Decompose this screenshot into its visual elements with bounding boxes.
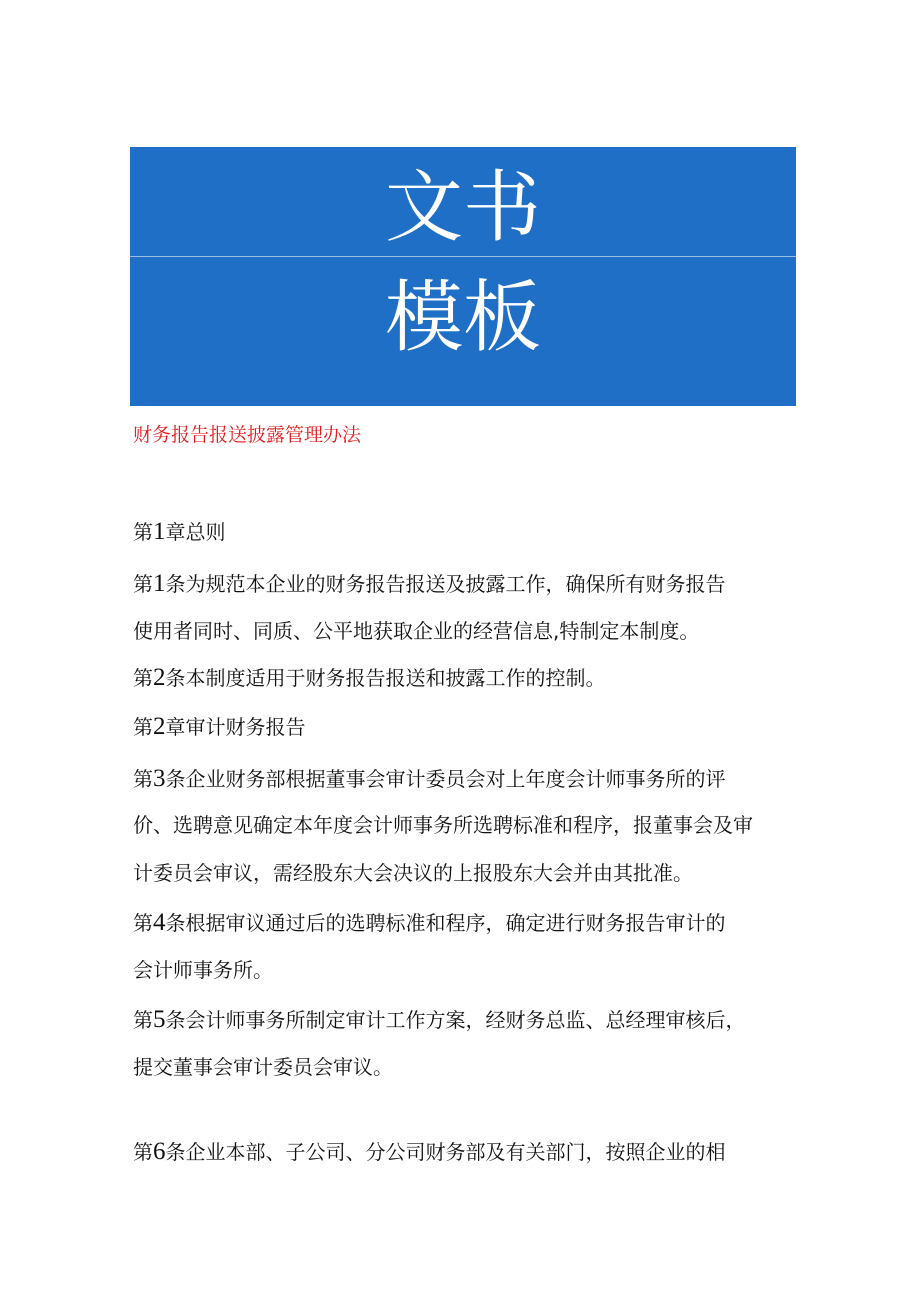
- body-line: 计委员会审议，需经股东大会决议的上报股东大会并由其批准。: [133, 861, 693, 885]
- body-line: 会计师事务所。: [133, 958, 273, 982]
- body-line: 使用者同时、同质、公平地获取企业的经营信息,特制定本制度。: [133, 619, 700, 643]
- cover-banner: [130, 147, 796, 406]
- body-line: 第1条为规范本企业的财务报告报送及披露工作，确保所有财务报告: [133, 570, 726, 597]
- banner-title-line1: 文书: [384, 163, 541, 253]
- banner-title-line2: 模板: [384, 273, 541, 363]
- body-line: 第6条企业本部、子公司、分公司财务部及有关部门，按照企业的相: [133, 1138, 726, 1165]
- body-line: 第1章总则: [133, 518, 226, 545]
- banner-divider: [130, 256, 796, 257]
- body-line: 第5条会计师事务所制定审计工作方案，经财务总监、总经理审核后，: [133, 1006, 746, 1033]
- body-line: 第3条企业财务部根据董事会审计委员会对上年度会计师事务所的评: [133, 765, 726, 792]
- body-line: 第2条本制度适用于财务报告报送和披露工作的控制。: [133, 664, 606, 691]
- document-title: 财务报告报送披露管理办法: [133, 424, 362, 446]
- body-line: 提交董事会审计委员会审议。: [133, 1055, 393, 1079]
- body-line: 第4条根据审议通过后的选聘标准和程序，确定进行财务报告审计的: [133, 909, 726, 936]
- body-line: 第2章审计财务报告: [133, 713, 306, 740]
- body-line: 价、选聘意见确定本年度会计师事务所选聘标准和程序，报董事会及审: [133, 813, 753, 837]
